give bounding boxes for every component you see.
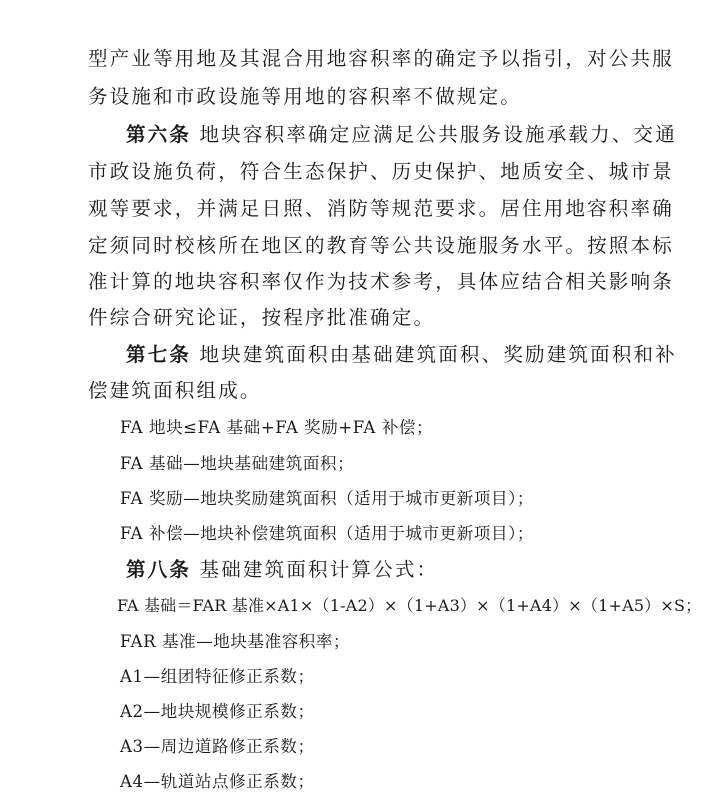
definition-line: FA 奖励—地块奖励建筑面积（适用于城市更新项目）； bbox=[120, 489, 535, 508]
article-8-heading: 第八条 bbox=[126, 558, 192, 581]
article-6-text: 地块容积率确定应满足公共服务设施承载力、交通 bbox=[199, 123, 677, 146]
paragraph-line: 定须同时校核所在地区的教育等公共设施服务水平。按照本标 bbox=[88, 234, 674, 257]
paragraph-line: 件综合研究论证，按程序批准确定。 bbox=[88, 306, 436, 329]
article-7-line bbox=[126, 343, 677, 367]
paragraph-line: 型产业等用地及其混合用地容积率的确定予以指引，对公共服 bbox=[88, 47, 674, 70]
paragraph-line: 偿建筑面积组成。 bbox=[88, 379, 262, 402]
formula-line: FA 基础＝FAR 基准×A1×（1-A2）×（1+A3）×（1+A4）×（1+A5）×S； bbox=[117, 596, 701, 615]
definition-line: FA 基础—地块基础建筑面积； bbox=[120, 454, 355, 473]
paragraph-line: 市政设施负荷，符合生态保护、历史保护、地质安全、城市景 bbox=[88, 160, 674, 183]
paragraph-line: 观等要求，并满足日照、消防等规范要求。居住用地容积率确 bbox=[88, 197, 674, 220]
article-8-line bbox=[126, 558, 438, 582]
article-6-line bbox=[126, 123, 677, 147]
definition-line: FA 补偿—地块补偿建筑面积（适用于城市更新项目）； bbox=[120, 524, 535, 543]
definition-line: A1—组团特征修正系数； bbox=[120, 667, 315, 686]
definition-line: A3—周边道路修正系数； bbox=[120, 737, 315, 756]
paragraph-line: 准计算的地块容积率仅作为技术参考，具体应结合相关影响条 bbox=[88, 270, 674, 293]
definition-line: A4—轨道站点修正系数； bbox=[120, 772, 315, 791]
article-6-heading: 第六条 bbox=[126, 123, 192, 146]
definition-line: FAR 基准—地块基准容积率； bbox=[120, 632, 351, 651]
article-7-text: 地块建筑面积由基础建筑面积、奖励建筑面积和补 bbox=[199, 343, 677, 366]
definition-line: A2—地块规模修正系数； bbox=[120, 702, 315, 721]
article-7-heading: 第七条 bbox=[126, 343, 192, 366]
paragraph-line: 务设施和市政设施等用地的容积率不做规定。 bbox=[88, 85, 523, 108]
formula-line: FA 地块≤FA 基础+FA 奖励+FA 补偿； bbox=[120, 418, 434, 437]
article-8-text: 基础建筑面积计算公式： bbox=[199, 558, 439, 581]
